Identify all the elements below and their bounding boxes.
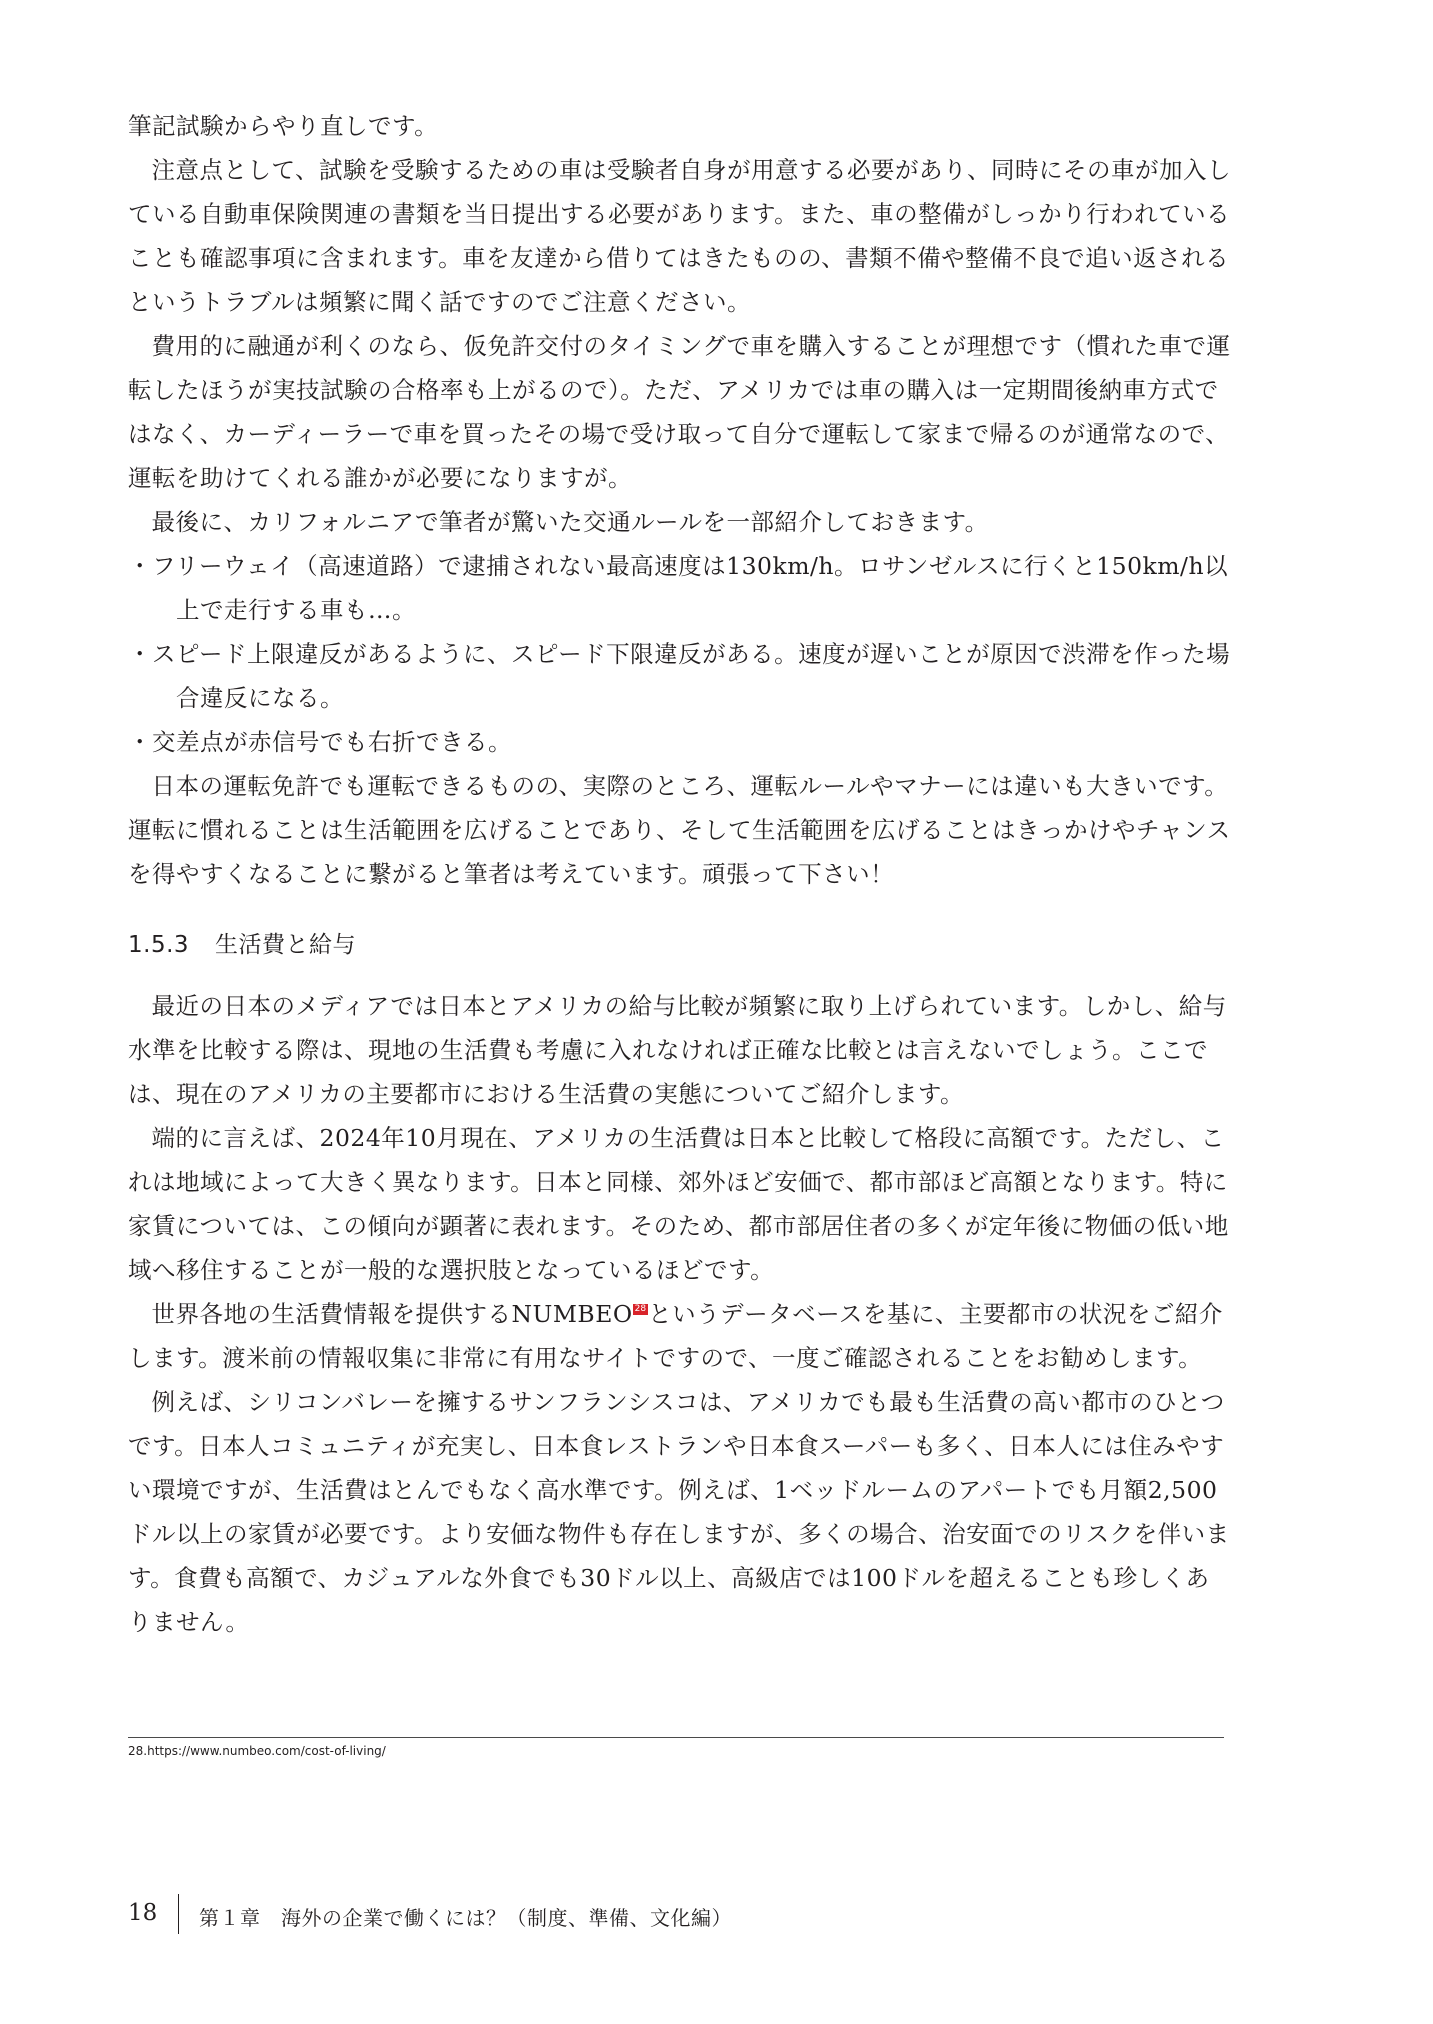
paragraph-text: 世界各地の生活費情報を提供するNUMBEO xyxy=(151,1300,633,1328)
section-number: 1.5.3 xyxy=(128,932,190,958)
paragraph-text: というデータベースを基に、主要都市の状況をご紹介します。渡米前の情報収集に非常に有用なサイトですので、一度ご確認されることをお勧めします。 xyxy=(128,1300,1223,1372)
paragraph: 日本の運転免許でも運転できるものの、実際のところ、運転ルールやマナーには違いも大きいです。運転に慣れることは生活範囲を広げることであり、そして生活範囲を広げることはきっかけやチャンスを得やすくなることに繋がると筆者は考えています。頑張って下さい！ xyxy=(128,772,1231,888)
paragraph: 最後に、カリフォルニアで筆者が驚いた交通ルールを一部紹介しておきます。 xyxy=(151,508,989,536)
footnote-divider xyxy=(128,1737,1224,1738)
body-text-bottom xyxy=(128,984,1232,1644)
paragraph: 筆記試験からやり直しです。 xyxy=(128,112,439,140)
paragraph xyxy=(128,1292,1232,1380)
section-heading xyxy=(128,926,356,959)
body-text-top xyxy=(128,104,1232,896)
paragraph: 注意点として、試験を受験するための車は受験者自身が用意する必要があり、同時にその車が加入している自動車保険関連の書類を当日提出する必要があります。また、車の整備がしっかり行われていることも確認事項に含まれます。車を友達から借りてはきたものの、書類不備や整備不良で追い返されるというトラブルは頻繁に聞く話ですのでご注意ください。 xyxy=(128,156,1232,316)
running-footer-title: 第１章 海外の企業で働くには？（制度、準備、文化編） xyxy=(199,1906,732,1930)
paragraph: 例えば、シリコンバレーを擁するサンフランシスコは、アメリカでも最も生活費の高い都市のひとつです。日本人コミュニティが充実し、日本食レストランや日本食スーパーも多く、日本人には住みやすい環境ですが、生活費はとんでもなく高水準です。例えば、1ベッドルームのアパートでも月額2,500ドル以上の家賃が必要です。より安価な物件も存在しますが、多くの場合、治安面でのリスクを伴います。食費も高額で、カジュアルな外食でも30ドル以上、高級店では100ドルを超えることも珍しくありません。 xyxy=(128,1388,1230,1636)
paragraph: 費用的に融通が利くのなら、仮免許交付のタイミングで車を購入することが理想です（慣れた車で運転したほうが実技試験の合格率も上がるので）。ただ、アメリカでは車の購入は一定期間後納車方式ではなく、カーディーラーで車を買ったその場で受け取って自分で運転して家まで帰るのが通常なので、運転を助けてくれる誰かが必要になりますが。 xyxy=(128,332,1231,492)
bullet-item: ・スピード上限違反があるように、スピード下限違反がある。速度が遅いことが原因で渋滞を作った場合違反になる。 xyxy=(128,640,1231,712)
footnote-reference[interactable]: 28 xyxy=(634,1304,647,1314)
page-number: 18 xyxy=(128,1900,158,1926)
footnote-text: 28.https://www.numbeo.com/cost-of-living/ xyxy=(128,1744,386,1758)
bullet-item: ・フリーウェイ（高速道路）で逮捕されない最高速度は130km/h。ロサンゼルスに行くと150km/h以上で走行する車も…。 xyxy=(128,552,1229,624)
section-title: 生活費と給与 xyxy=(215,932,357,958)
paragraph: 最近の日本のメディアでは日本とアメリカの給与比較が頻繁に取り上げられています。しかし、給与水準を比較する際は、現地の生活費も考慮に入れなければ正確な比較とは言えないでしょう。ここでは、現在のアメリカの主要都市における生活費の実態についてご紹介します。 xyxy=(128,992,1227,1108)
footer-divider xyxy=(178,1894,179,1934)
paragraph: 端的に言えば、2024年10月現在、アメリカの生活費は日本と比較して格段に高額です。ただし、これは地域によって大きく異なります。日本と同様、郊外ほど安価で、都市部ほど高額となります。特に家賃については、この傾向が顕著に表れます。そのため、都市部居住者の多くが定年後に物価の低い地域へ移住することが一般的な選択肢となっているほどです。 xyxy=(128,1124,1229,1284)
bullet-item: ・交差点が赤信号でも右折できる。 xyxy=(128,728,512,756)
